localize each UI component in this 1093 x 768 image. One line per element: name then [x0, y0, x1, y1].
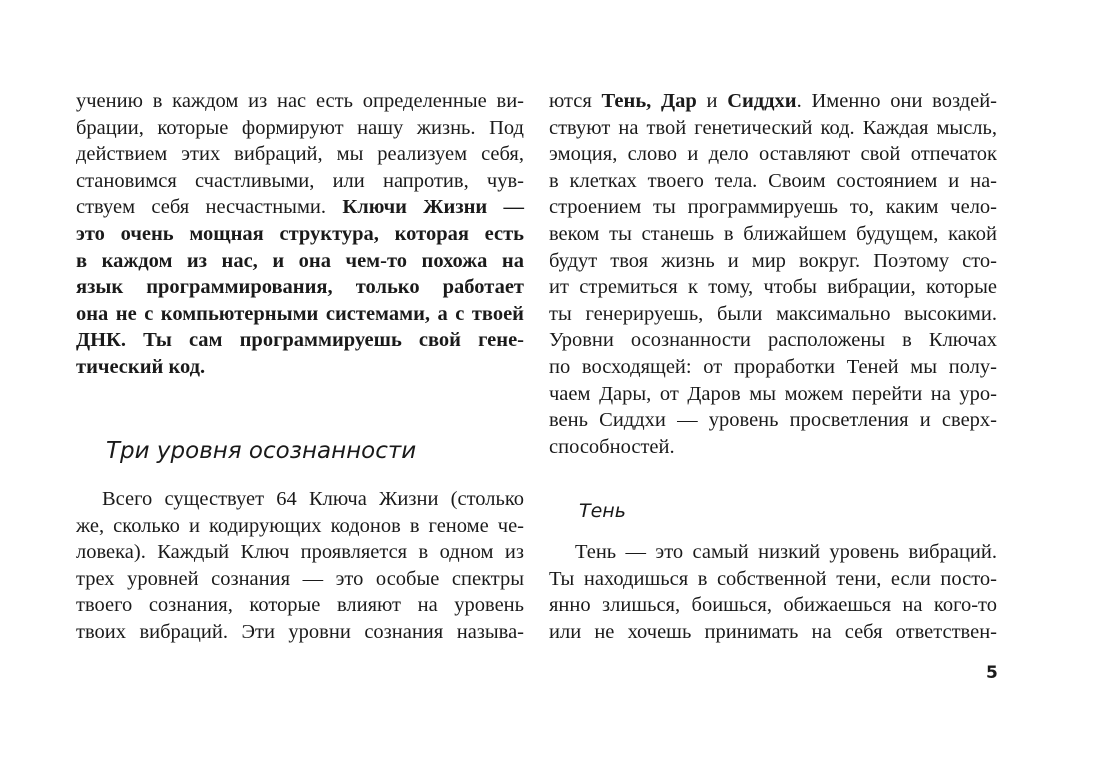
bold-text-line: тический код. [76, 355, 206, 378]
text-line: по восходящей: от проработки Теней мы полу- [549, 355, 997, 378]
text-line: строением ты программируешь то, каким чело- [549, 196, 997, 219]
text-line: становимся счастливыми, или напротив, чув- [76, 169, 524, 192]
bold-text-line: язык программирования, только работает [76, 276, 524, 299]
text-line: эмоция, слово и дело оставляют свой отпечаток [549, 143, 997, 166]
text-line: учению в каждом из нас есть определенные ви- [76, 90, 524, 112]
text-line: или не хочешь принимать на себя ответствен- [549, 620, 997, 643]
text-line: действием этих вибраций, мы реализуем себя, [76, 143, 524, 166]
text-line: Тень — это самый низкий уровень вибраций. [575, 541, 997, 563]
left-paragraph-1 [76, 88, 524, 381]
text-line: в клетках твоего тела. Своим состоянием и на- [549, 169, 997, 192]
text-line: будут твоя жизнь и мир вокруг. Поэтому сто- [549, 249, 997, 272]
text-line: Ты находишься в собственной тени, если посто- [549, 567, 997, 590]
text-line-mixed [549, 88, 997, 115]
bold-text-line: она не с компьютерными системами, а с твоей [76, 302, 524, 325]
text-line: трех уровней сознания — это особые спектры [76, 567, 524, 590]
text-line: ты генерируешь, были максимально высокими. [549, 302, 997, 325]
page-number: 5 [986, 663, 998, 683]
text-line: ствуют на твой генетический код. Каждая мысль, [549, 116, 997, 139]
text-line: твоих вибраций. Эти уровни сознания называ- [76, 620, 524, 643]
bold-text-line: в каждом из нас, и она чем-то похожа на [76, 249, 524, 272]
text-line: чаем Дары, от Даров мы можем перейти на уро- [549, 382, 997, 405]
section-heading: Три уровня осознанности [106, 438, 417, 464]
text-line: Уровни осознанности расположены в Ключах [549, 329, 997, 352]
text-line: янно злишься, боишься, обижаешься на кого-то [549, 594, 997, 617]
subsection-heading: Тень [579, 500, 626, 522]
text-line: ловека). Каждый Ключ проявляется в одном из [76, 541, 524, 564]
bold-phrase: Тень, Дар [601, 90, 697, 112]
right-paragraph-2 [549, 539, 997, 645]
text-run: ствуем себя несчастными. [76, 196, 343, 219]
text-line: способностей. [549, 435, 675, 458]
text-line: ит стремиться к тому, чтобы вибрации, которые [549, 276, 997, 299]
bold-phrase: Сиддхи [727, 90, 797, 112]
text-line: вень Сиддхи — уровень просветления и сверх- [549, 409, 997, 432]
text-run: ются [549, 90, 602, 112]
text-run: . Именно они воздей- [796, 90, 997, 112]
text-line: же, сколько и кодирующих кодонов в геноме че- [76, 514, 524, 537]
bold-text-line: это очень мощная структура, которая есть [76, 222, 524, 245]
bold-text-line: ДНК. Ты сам программируешь свой гене- [76, 329, 524, 352]
text-line: твоего сознания, которые влияют на уровень [76, 594, 524, 617]
text-run: и [696, 90, 728, 112]
text-line: веком ты станешь в ближайшем будущем, какой [549, 222, 997, 245]
text-line: Всего существует 64 Ключа Жизни (столько [102, 488, 524, 510]
text-line: брации, которые формируют нашу жизнь. Под [76, 116, 524, 139]
text-line-mixed [76, 194, 524, 221]
left-paragraph-2 [76, 486, 524, 646]
bold-phrase: Ключи Жизни — [342, 196, 524, 219]
right-paragraph-1 [549, 88, 997, 460]
